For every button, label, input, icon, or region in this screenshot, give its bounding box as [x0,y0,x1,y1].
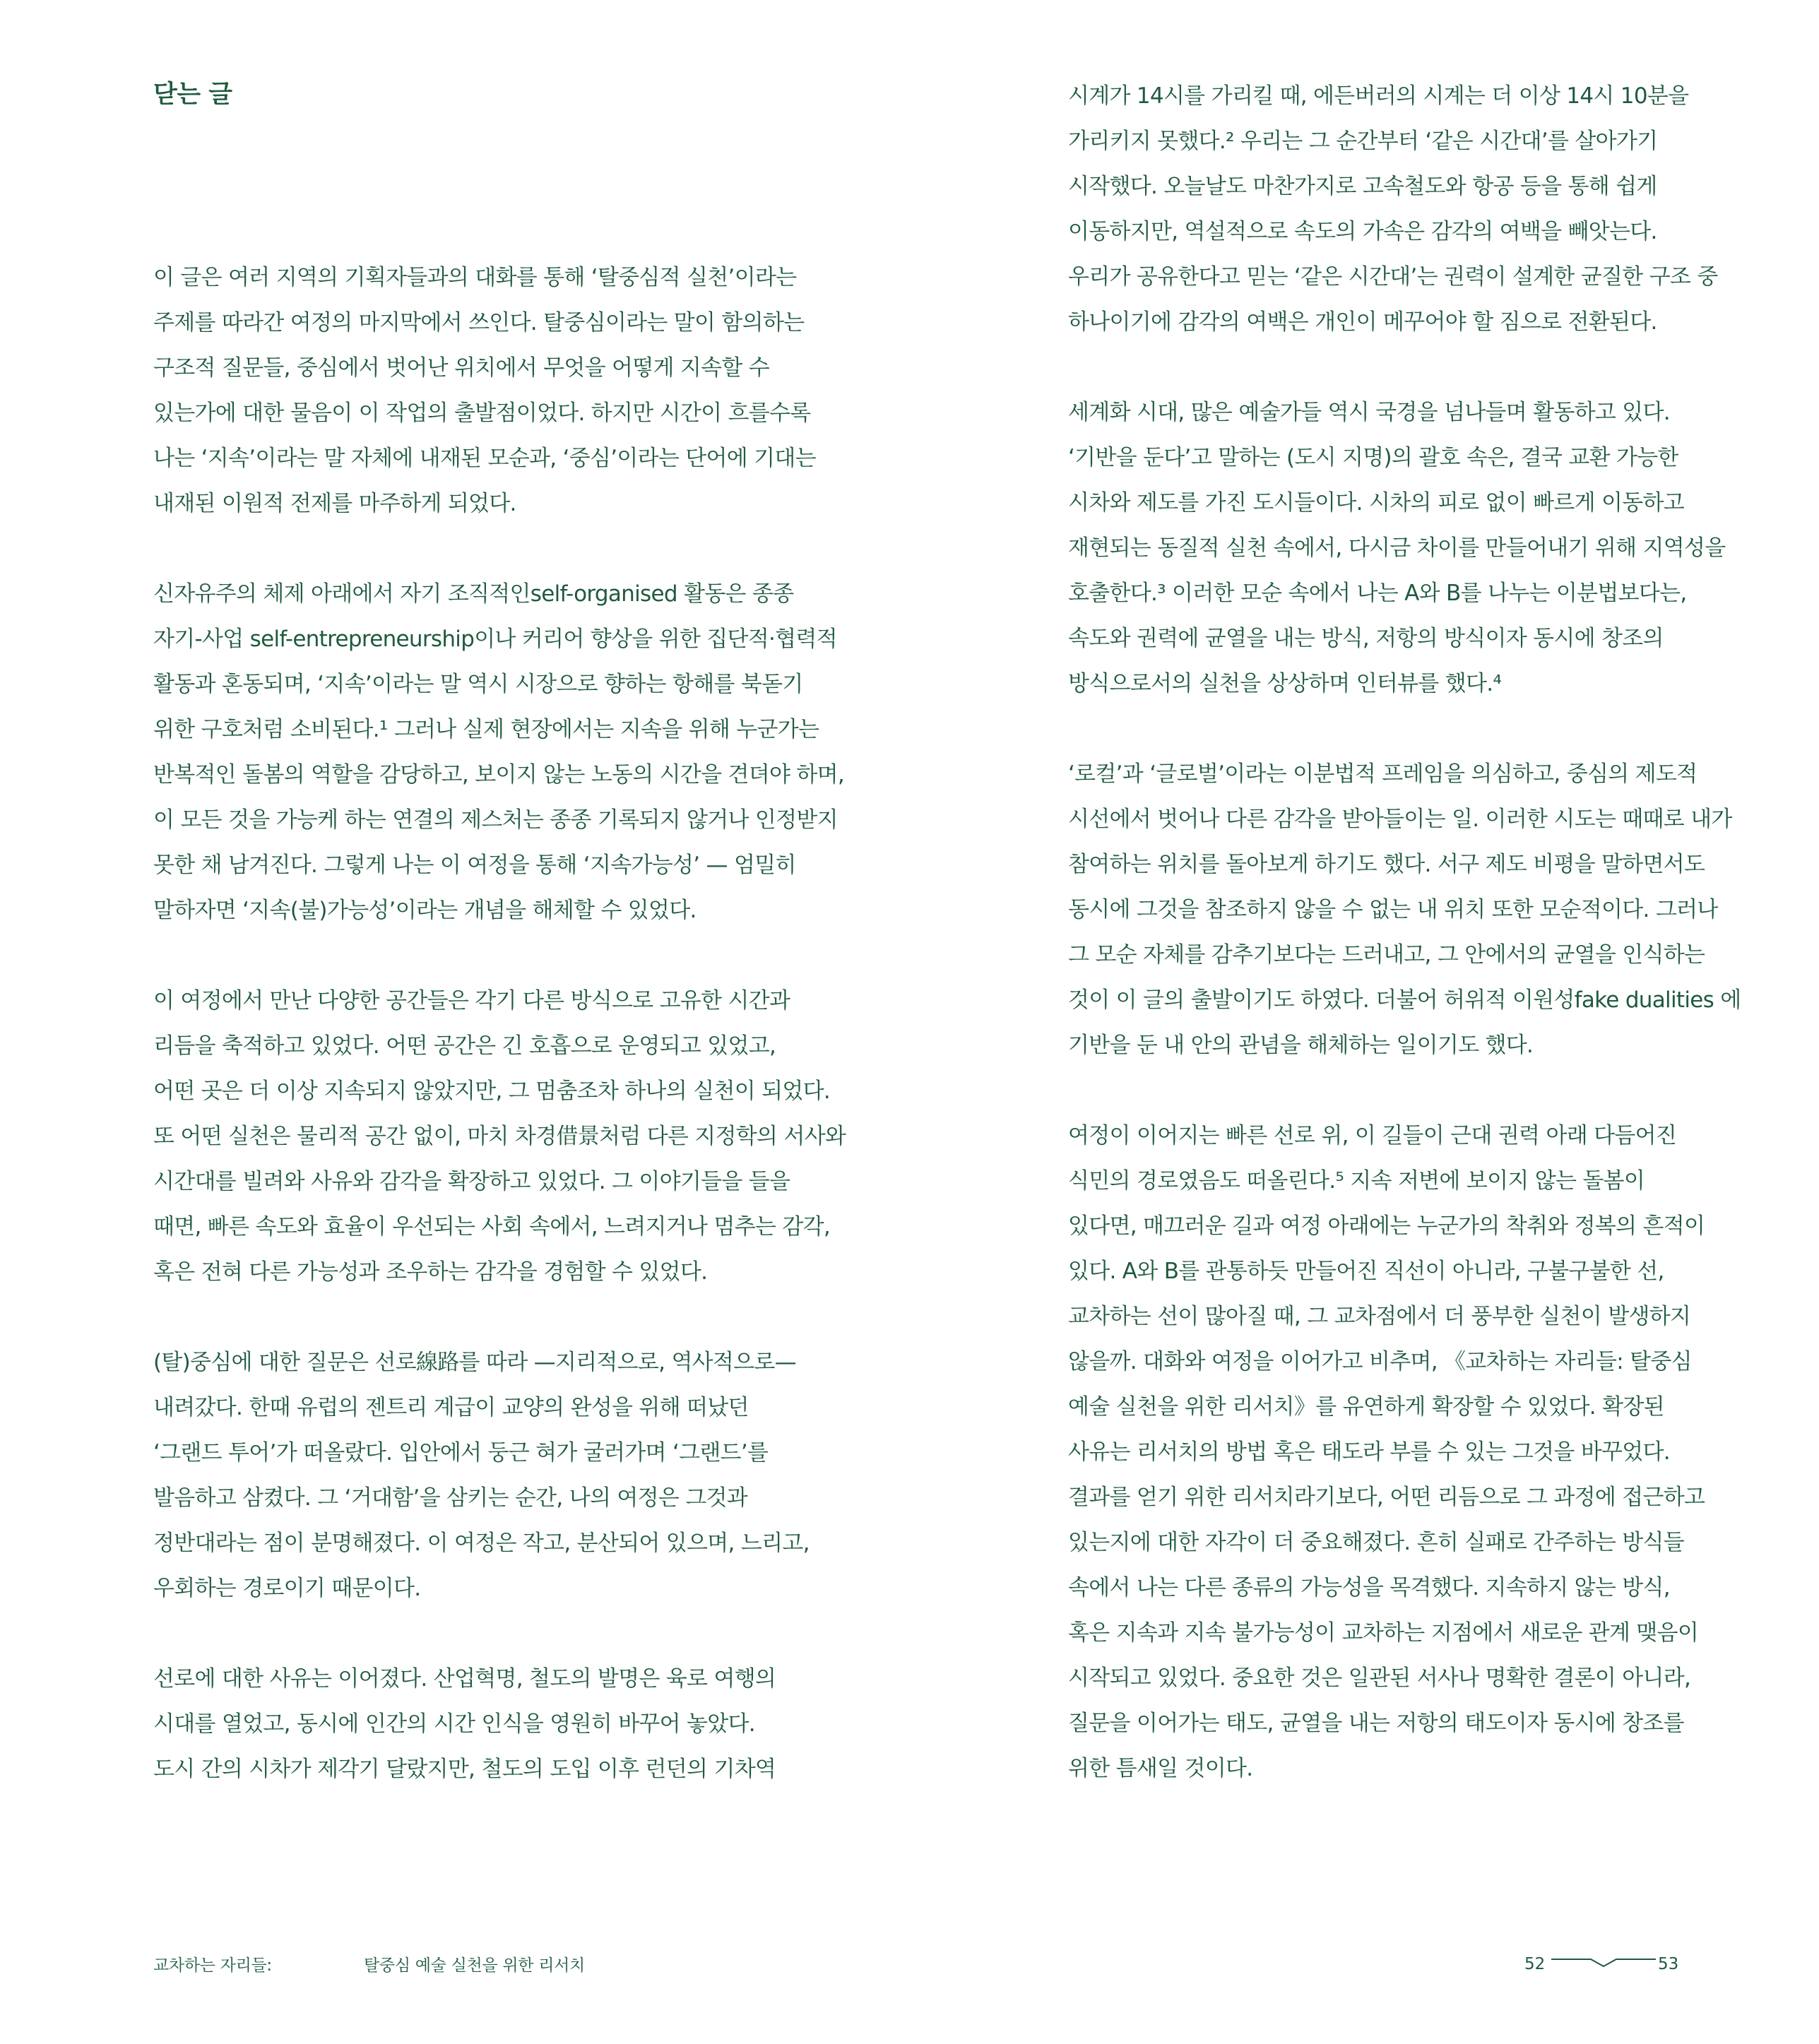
paragraph: 신자유주의 체제 아래에서 자기 조직적인self-organised 활동은 종종 자기-사업 self-entrepreneurship이나 커리어 향상을 위한 집단적·협력적 활동과 혼동되며, ‘지속’이라는 말 역시 시장으로 향하는 항해를 북돋기 위한 구호처럼 소비된다.¹ 그러나 실제 현장에서는 지속을 위해 누군가는 반복적인 돌봄의 역할을 감당하고, 보이지 않는 노동의 시간을 견뎌야 하며, 이 모든 것을 가능케 하는 연결의 제스처는 종종 기록되지 않거나 인정받지 못한 채 남겨진다. 그렇게 나는 이 여정을 통해 ‘지속가능성’ — 엄밀히 말하자면 ‘지속(불)가능성’이라는 개념을 해체할 수 있었다. [153,581,845,923]
running-footer-subtitle: 탈중심 예술 실천을 위한 리서치 [364,1956,585,1975]
chapter-heading: 닫는 글 [153,81,232,109]
running-footer-title: 교차하는 자리들: [153,1956,272,1975]
paragraph: 여정이 이어지는 빠른 선로 위, 이 길들이 근대 권력 아래 다듬어진 식민의 경로였음도 떠올린다.⁵ 지속 저변에 보이지 않는 돌봄이 있다면, 매끄러운 길과 여정 아래에는 누군가의 착취와 정복의 흔적이 있다. A와 B를 관통하듯 만들어진 직선이 아니라, 구불구불한 선, 교차하는 선이 많아질 때, 그 교차점에서 더 풍부한 실천이 발생하지 않을까. 대화와 여정을 이어가고 비추며, 《교차하는 자리들: 탈중심 예술 실천을 위한 리서치》를 유연하게 확장할 수 있었다. 확장된 사유는 리서치의 방법 혹은 태도라 부를 수 있는 그것을 바꾸었다. 결과를 얻기 위한 리서치라기보다, 어떤 리듬으로 그 과정에 접근하고 있는지에 대한 자각이 더 중요해졌다. 흔히 실패로 간주하는 방식들 속에서 나는 다른 종류의 가능성을 목격했다. 지속하지 않는 방식, 혹은 지속과 지속 불가능성이 교차하는 지점에서 새로운 관계 맺음이 시작되고 있었다. 중요한 것은 일관된 서사나 명확한 결론이 아니라, 질문을 이어가는 태도, 균열을 내는 저항의 태도이자 동시에 창조를 위한 틈새일 것이다. [1068,1123,1705,1781]
paragraph: 이 여정에서 만난 다양한 공간들은 각기 다른 방식으로 고유한 시간과 리듬을 축적하고 있었다. 어떤 공간은 긴 호흡으로 운영되고 있었고, 어떤 곳은 더 이상 지속되지 않았지만, 그 멈춤조차 하나의 실천이 되었다. 또 어떤 실천은 물리적 공간 없이, 마치 차경借景처럼 다른 지정학의 서사와 시간대를 빌려와 사유와 감각을 확장하고 있었다. 그 이야기들을 들을 때면, 빠른 속도와 효율이 우선되는 사회 속에서, 느려지거나 멈추는 감각, 혹은 전혀 다른 가능성과 조우하는 감각을 경험할 수 있었다. [153,988,846,1285]
paragraph: ‘로컬’과 ‘글로벌’이라는 이분법적 프레임을 의심하고, 중심의 제도적 시선에서 벗어나 다른 감각을 받아들이는 일. 이러한 시도는 때때로 내가 참여하는 위치를 돌아보게 하기도 했다. 서구 제도 비평을 말하면서도 동시에 그것을 참조하지 않을 수 없는 내 위치 또한 모순적이다. 그러나 그 모순 자체를 감추기보다는 드러내고, 그 안에서의 균열을 인식하는 것이 이 글의 출발이기도 하였다. 더불어 허위적 이원성fake dualities 에 기반을 둔 내 안의 관념을 해체하는 일이기도 했다. [1068,761,1741,1058]
right-column [1068,73,1796,1791]
page-divider-line [1551,1956,1656,1971]
paragraph: 시계가 14시를 가리킬 때, 에든버러의 시계는 더 이상 14시 10분을 가리키지 못했다.² 우리는 그 순간부터 ‘같은 시간대’를 살아가기 시작했다. 오늘날도 마찬가지로 고속철도와 항공 등을 통해 쉽게 이동하지만, 역설적으로 속도의 가속은 감각의 여백을 빼앗는다. 우리가 공유한다고 믿는 ‘같은 시간대’는 권력이 설계한 균질한 구조 중 하나이기에 감각의 여백은 개인이 메꾸어야 할 짐으로 전환된다. [1068,83,1718,335]
paragraph: 이 글은 여러 지역의 기획자들과의 대화를 통해 ‘탈중심적 실천’이라는 주제를 따라간 여정의 마지막에서 쓰인다. 탈중심이라는 말이 함의하는 구조적 질문들, 중심에서 벗어난 위치에서 무엇을 어떻게 지속할 수 있는가에 대한 물음이 이 작업의 출발점이었다. 하지만 시간이 흐를수록 나는 ‘지속’이라는 말 자체에 내재된 모순과, ‘중심’이라는 단어에 기대는 내재된 이원적 전제를 마주하게 되었다. [153,265,816,516]
paragraph: 선로에 대한 사유는 이어졌다. 산업혁명, 철도의 발명은 육로 여행의 시대를 열었고, 동시에 인간의 시간 인식을 영원히 바꾸어 놓았다. 도시 간의 시차가 제각기 달랐지만, 철도의 도입 이후 런던의 기차역 [153,1666,776,1782]
paragraph: 세계화 시대, 많은 예술가들 역시 국경을 넘나들며 활동하고 있다. ‘기반을 둔다’고 말하는 (도시 지명)의 괄호 속은, 결국 교환 가능한 시차와 제도를 가진 도시들이다. 시차의 피로 없이 빠르게 이동하고 재현되는 동질적 실천 속에서, 다시금 차이를 만들어내기 위해 지역성을 호출한다.³ 이러한 모순 속에서 나는 A와 B를 나누는 이분법보다는, 속도와 권력에 균열을 내는 방식, 저항의 방식이자 동시에 창조의 방식으로서의 실천을 상상하며 인터뷰를 했다.⁴ [1068,400,1726,696]
page-number-left: 52 [1524,1955,1546,1973]
left-column [153,255,874,1792]
paragraph: (탈)중심에 대한 질문은 선로線路를 따라 —지리적으로, 역사적으로— 내려갔다. 한때 유럽의 젠트리 계급이 교양의 완성을 위해 떠났던 ‘그랜드 투어’가 떠올랐다. 입안에서 둥근 혀가 굴러가며 ‘그랜드’를 발음하고 삼켰다. 그 ‘거대함’을 삼키는 순간, 나의 여정은 그것과 정반대라는 점이 분명해졌다. 이 여정은 작고, 분산되어 있으며, 느리고, 우회하는 경로이기 때문이다. [153,1350,810,1601]
page-number-right: 53 [1658,1955,1679,1973]
